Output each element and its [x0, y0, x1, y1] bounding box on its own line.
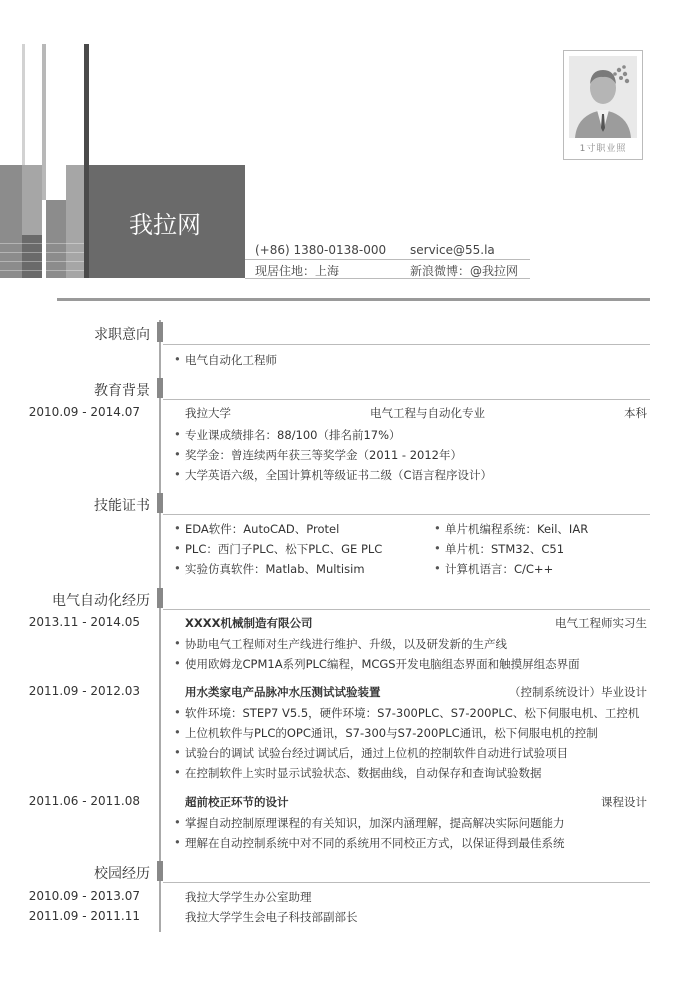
divider	[245, 259, 530, 260]
edu-date: 2010.09 - 2014.07	[28, 405, 140, 419]
section-title-skills: 技能证书	[94, 498, 150, 514]
list-item: • 使用欧姆龙CPM1A系列PLC编程，MCGS开发电脑组态界面和触摸屏组态界面	[185, 656, 580, 672]
section-rule	[163, 609, 650, 610]
location: 现居住地：上海	[255, 264, 340, 278]
list-item: • 掌握自动控制原理课程的有关知识，加深内涵理解，提高解决实际问题能力	[185, 815, 565, 831]
list-item: • 单片机：STM32、C51	[445, 541, 564, 557]
list-item: • 电气自动化工程师	[185, 352, 277, 368]
degree: 本科	[624, 406, 647, 420]
header-rule	[57, 298, 650, 301]
timeline-line	[159, 320, 161, 932]
campus-date: 2010.09 - 2013.07	[28, 889, 140, 903]
profile-photo	[563, 50, 643, 160]
list-item: • 计算机语言：C/C++	[445, 561, 553, 577]
list-item: • 奖学金：曾连续两年获三等奖学金（2011 - 2012年）	[185, 447, 462, 463]
email: service@55.la	[410, 243, 495, 257]
section-rule	[163, 514, 650, 515]
list-item: • 上位机软件与PLC的OPC通讯，S7-300与S7-200PLC通讯，松下伺服电机的控制	[185, 725, 598, 741]
list-item: • 专业课成绩排名：88/100（排名前17%）	[185, 427, 401, 443]
section-rule	[163, 344, 650, 345]
exp-date: 2013.11 - 2014.05	[28, 615, 140, 629]
list-item: • 软件环境：STEP7 V5.5，硬件环境：S7-300PLC、S7-200PLC、松下伺服电机、工控机	[185, 705, 639, 721]
decor-bar	[22, 44, 25, 165]
exp-role: 电气工程师实习生	[555, 616, 647, 630]
section-marker	[157, 322, 163, 342]
campus-date: 2011.09 - 2011.11	[28, 909, 140, 923]
section-marker	[157, 378, 163, 398]
exp-date: 2011.09 - 2012.03	[28, 684, 140, 698]
school: 我拉大学	[185, 406, 231, 420]
list-item: • PLC：西门子PLC、松下PLC、GE PLC	[185, 541, 382, 557]
list-item: • EDA软件：AutoCAD、Protel	[185, 521, 339, 537]
person-silhouette-icon	[569, 56, 637, 138]
section-marker	[157, 588, 163, 608]
decor-stripes	[0, 235, 87, 278]
section-title-objective: 求职意向	[94, 327, 150, 343]
weibo: 新浪微博：@我拉网	[410, 264, 519, 278]
divider	[245, 278, 530, 279]
decor-bar	[84, 44, 89, 278]
list-item: • 理解在自动控制系统中对不同的系统用不同校正方式，以保证得到最佳系统	[185, 835, 565, 851]
campus-item: 我拉大学学生会电子科技部副部长	[185, 910, 358, 924]
exp-date: 2011.06 - 2011.08	[28, 794, 140, 808]
list-item: • 单片机编程系统：Keil、IAR	[445, 521, 588, 537]
major: 电气工程与自动化专业	[370, 406, 485, 420]
section-title-experience: 电气自动化经历	[52, 593, 150, 609]
list-item: • 实验仿真软件：Matlab、Multisim	[185, 561, 365, 577]
photo-caption: 1寸职业照	[579, 144, 627, 154]
section-rule	[163, 399, 650, 400]
section-title-campus: 校园经历	[94, 866, 150, 882]
section-rule	[163, 882, 650, 883]
section-marker	[157, 861, 163, 881]
section-marker	[157, 493, 163, 513]
list-item: • 大学英语六级，全国计算机等级证书二级（C语言程序设计）	[185, 467, 492, 483]
avatar	[569, 56, 637, 138]
list-item: • 协助电气工程师对生产线进行维护、升级，以及研发新的生产线	[185, 636, 507, 652]
exp-org: XXXX机械制造有限公司	[185, 616, 313, 630]
decor-bar	[42, 44, 46, 200]
candidate-name: 我拉网	[129, 211, 201, 239]
phone: (+86) 1380-0138-000	[255, 243, 387, 257]
exp-org: 超前校正环节的设计	[185, 795, 289, 809]
list-item: • 试验台的调试 试验台经过调试后，通过上位机的控制软件自动进行试验项目	[185, 745, 568, 761]
decor-bar	[22, 165, 42, 235]
list-item: • 在控制软件上实时显示试验状态、数据曲线，自动保存和查询试验数据	[185, 765, 542, 781]
section-title-education: 教育背景	[94, 383, 150, 399]
exp-org: 用水类家电产品脉冲水压测试试验装置	[185, 685, 381, 699]
exp-role: （控制系统设计）毕业设计	[509, 685, 647, 699]
exp-role: 课程设计	[601, 795, 647, 809]
campus-item: 我拉大学学生办公室助理	[185, 890, 312, 904]
